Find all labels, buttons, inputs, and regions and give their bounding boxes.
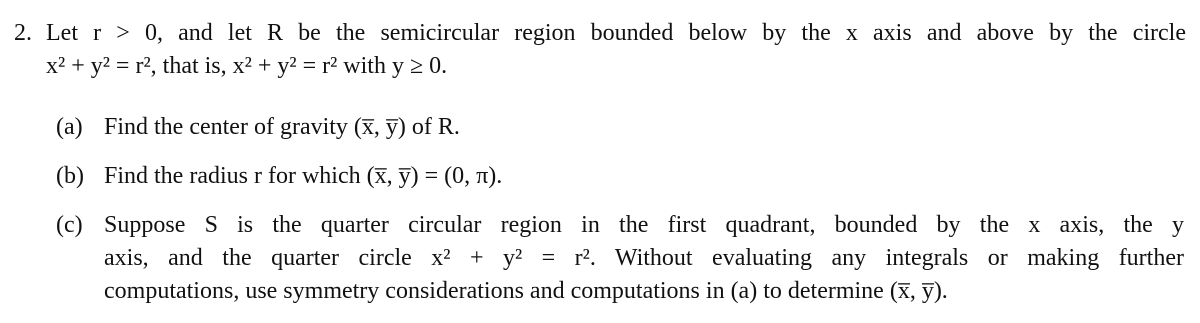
part-a-text: Find the center of gravity (x̅, y̅) of R. (104, 114, 460, 140)
part-a-label: (a) (56, 114, 83, 140)
part-c-line-1: Suppose S is the quarter circular region in the first quadrant, bounded by the x axis, the y (104, 212, 1184, 238)
part-c-label: (c) (56, 212, 83, 238)
part-c-line-2: axis, and the quarter circle x² + y² = r². Without evaluating any integrals or making further (104, 245, 1184, 271)
part-c-line-3: computations, use symmetry considerations and computations in (a) to determine (x̅, y̅). (104, 278, 948, 304)
problem-intro-line-2: x² + y² = r², that is, x² + y² = r² with y ≥ 0. (46, 53, 448, 79)
problem-number: 2. (14, 20, 32, 46)
part-b-text: Find the radius r for which (x̅, y̅) = (0, π). (104, 163, 503, 189)
problem-intro-line-1: Let r > 0, and let R be the semicircular region bounded below by the x axis and above by the circle (46, 20, 1186, 46)
part-b-label: (b) (56, 163, 84, 189)
